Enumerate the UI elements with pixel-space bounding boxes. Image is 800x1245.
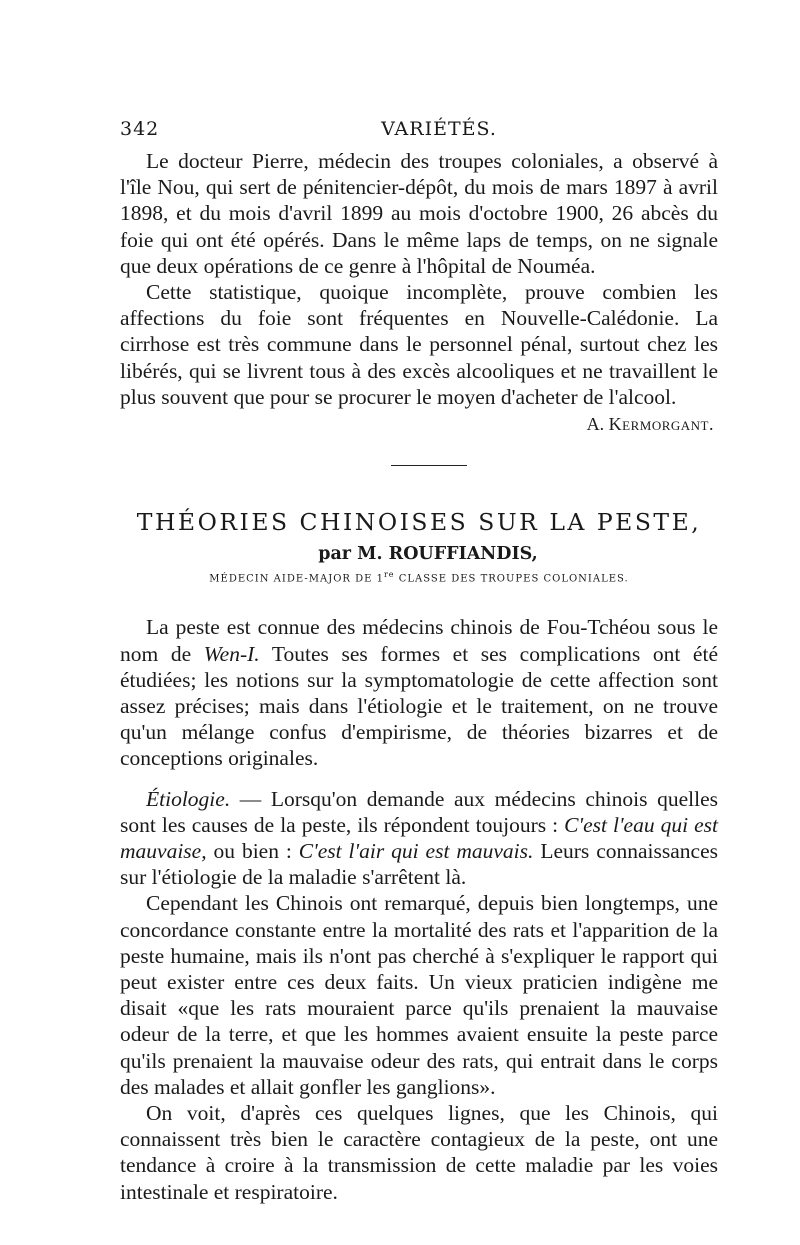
- page-number: 342: [120, 118, 160, 140]
- author-signature: [120, 414, 718, 435]
- affiliation-ordinal: re: [383, 570, 395, 580]
- p1-disease-name: Wen-I.: [203, 641, 260, 666]
- p1-text-a: La peste est connue des médecins chinois de Fou-Tchéou sous le nom de: [120, 615, 718, 666]
- previous-article-paragraph-2: Cette statistique, quoique incomplète, prouve combien les affections du foie sont fréquentes en Nouvelle-Calédonie. La cirrhose est très commune dans le personnel pénal, surtout chez les libérés, qui se livrent tous à des excès alcooliques et ne travaillent le plus souvent que pour se procurer le moyen d'acheter de l'alcool.: [120, 280, 718, 409]
- p2-quote-water: C'est l'eau qui est mauvaise,: [120, 812, 718, 863]
- affiliation-text-after: CLASSE DES TROUPES COLONIALES.: [394, 573, 629, 585]
- section-divider: [391, 465, 467, 466]
- signature-initial: A.: [586, 414, 605, 435]
- p1-text-b: Toutes ses formes et ses complications ont été étudiées; les notions sur la symptomatologie de cette affection sont assez précises; mais dans l'étiologie et le traitement, on ne trouve qu'un mélange confus d'empirisme, de théories bizarres et de conceptions originales.: [120, 641, 718, 771]
- previous-article-paragraph-1: Le docteur Pierre, médecin des troupes coloniales, a observé à l'île Nou, qui sert de pénitencier-dépôt, du mois de mars 1897 à avril 1898, et du mois d'avril 1899 au mois d'octobre 1900, 26 abcès du foie qui ont été opérés. Dans le même laps de temps, on ne signale que deux opérations de ce genre à l'hôpital de Nouméa.: [120, 149, 718, 278]
- signature-name: Kermorgant.: [608, 414, 714, 435]
- article-paragraph-4: On voit, d'après ces quelques lignes, que les Chinois, qui connaissent très bien le caractère contagieux de la peste, ont une tendance à croire à la transmission de cette maladie par les voies intestinale et respiratoire.: [120, 1101, 718, 1204]
- p2-quote-air: C'est l'air qui est mauvais.: [298, 838, 534, 863]
- article-paragraph-1: [120, 614, 718, 771]
- etiology-heading: Étiologie.: [146, 786, 231, 811]
- affiliation-text-before: MÉDECIN AIDE-MAJOR DE 1: [209, 573, 384, 585]
- running-header: [120, 118, 718, 148]
- p2-text-b: ou bien :: [206, 838, 299, 863]
- article-paragraph-2: [120, 786, 718, 891]
- article-paragraph-3: Cependant les Chinois ont remarqué, depuis bien longtemps, une concordance constante entre la mortalité des rats et l'apparition de la peste humaine, mais ils n'ont pas cherché à s'expliquer le rapport qui peut exister entre ces deux faits. Un vieux praticien indigène me disait «que les rats mouraient parce qu'ils prenaient la mauvaise odeur de la terre, et que les hommes avaient ensuite la peste parce qu'ils prenaient la mauvaise odeur des rats, qui entrait dans le corps des malades et allait gonfler les ganglions».: [120, 891, 718, 1099]
- p2-text-c: Leurs connaissances sur l'étiologie de la maladie s'arrêtent là.: [120, 838, 718, 890]
- p2-text-a: — Lorsqu'on demande aux médecins chinois quelles sont les causes de la peste, ils répondent toujours :: [120, 786, 718, 837]
- author-affiliation: [120, 570, 718, 584]
- article-title: THÉORIES CHINOISES SUR LA PESTE,: [136, 508, 702, 537]
- article-byline: par M. ROUFFIANDIS,: [318, 544, 538, 565]
- running-title: VARIÉTÉS.: [381, 118, 497, 140]
